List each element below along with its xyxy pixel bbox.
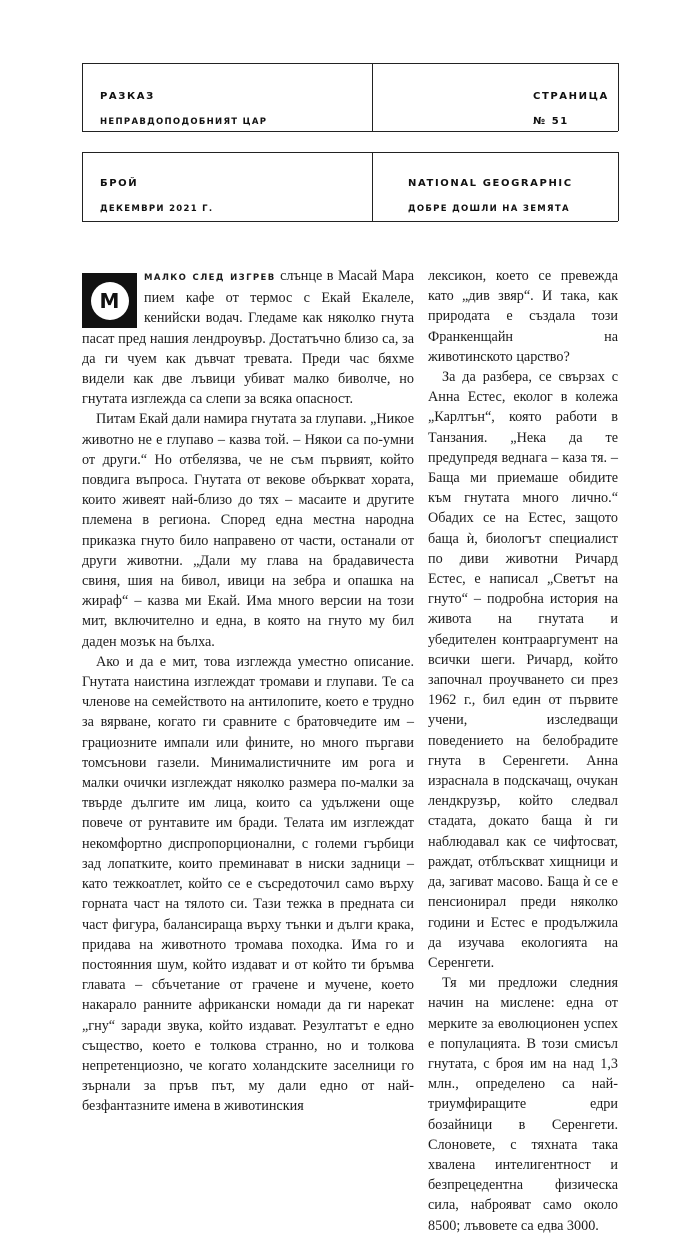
paragraph-text: слънце в Масай Мара пием кафе от термос с Екай Екалеле, кенийски водач. Гледаме как няколко гнута пасат пред нашия лендроувър. Достатъчно близо са, за да ги чуем как дъвчат тревата. Преди час бяхме видели как две лъвици убиват малко биволче, но гнутата изглежда са слепи за всяка опасност.: [82, 268, 414, 408]
issue-label: БРОЙ: [100, 178, 139, 189]
header-rule-lower-bottom: [82, 221, 618, 222]
top-rule: [82, 63, 618, 64]
header-rule-lower-top: [82, 152, 618, 153]
page-label: СТРАНИЦА: [533, 91, 609, 102]
article-left-column: [82, 266, 414, 1117]
section-label: РАЗКАЗ: [100, 91, 155, 102]
publication-name: NATIONAL GEOGRAPHIC: [408, 178, 573, 189]
header-rule-upper-bottom: [82, 131, 618, 132]
story-title: НЕПРАВДОПОДОБНИЯТ ЦАР: [100, 117, 268, 127]
left-rule-lower: [82, 152, 83, 221]
dropcap-spacer: [82, 266, 144, 325]
article-paragraph: Ако и да е мит, това изглежда уместно описание. Гнутата наистина изглеждат тромави и глупави. Те са членове на семейството на антилопите, което е трудно за вярване, когато ги сравните с братовчедите им – грациозните импали или фините, но много пъргави томсънови газели. Минималистичните им рога и малки очички изглеждат няколко размера по-малки за твърде дългите им лица, които са удължени още повече от рунтавите им бради. Телата им изглеждат некомфортно диспропорционални, с големи гърбици зад лопатките, които преминават в ниски задници – като тежкоатлет, който се е съсредоточил само върху горната част на тялото си. Тази тежка в предната си част фигура, балансираща върху тънки и дълги крака, придава на животното тромава походка. Има го и постоянния шум, който издават и от който ти бръмва главата – сбъчетание от грачене и мучене, което накарало ранните африкански номади да ги нарекат „гну“ заради звука, който издават. Резултатът е едно същество, което е толкова странно, но и толкова непретенциозно, че когато холандските заселници го зърнали за пръв път, му дали едно от най-безфантазните имена в животинския: [82, 653, 414, 1115]
article-paragraph: Тя ми предложи следния начин на мислене: една от мерките за еволюционен успех е популацията. В този смисъл гнутата, с броя им на над 1,3 млн., определено са най-триумфиращите едри бозайници в Серенгети. Слоновете, с тяхната така хвалена интелигентност и безпрецедентна физическа сила, наброяват само около 8500; лъвовете са едва 3000.: [428, 975, 618, 1234]
article-paragraph: лексикон, което се превежда като „див звяр“. И така, как природата е създала този Франкенщайн на животинското царство?: [428, 268, 618, 365]
article-paragraph: За да разбера, се свързах с Анна Естес, еколог в колежа „Карлтън“, която работи в Танзания. „Нека да те предупредя веднага – каза тя. – Баща ми приемаше обидите към гнутата много лично.“ Обадих се на Естес, защото баща ѝ, биологът специалист по диви животни Ричард Естес, е написал „Светът на гнуто“ – подробна история на живота на гнутата и убедителен контрааргумент на всички шеги. Ричард, който започнал проучването си през 1962 г., бил един от първите учени, изследващи поведението на белобрадите гнута в Серенгети. Анна израснала в подскачащ, очукан лендкрузър, който следвал стадата, докато баща ѝ ги наблюдавал как се чифтосват, раждат, отблъскват хищници и да, загиват масово. Баща ѝ се е пенсионирал преди няколко години и Естес е продължила да изучава екологията на Серенгети.: [428, 369, 618, 971]
page-number: № 51: [533, 116, 569, 127]
lead-in: МАЛКО СЛЕД ИЗГРЕВ: [144, 273, 276, 283]
center-rule-upper: [372, 63, 373, 131]
publication-slogan: ДОБРЕ ДОШЛИ НА ЗЕМЯТА: [408, 204, 570, 214]
article-paragraph: Питам Екай дали намира гнутата за глупави. „Никое животно не е глупаво – казва той. – Някои са по-умни от други.“ Но отбелязва, че не съм първият, който повдига въпроса. Гнутата от векове объркват хората, които живеят най-близо до тях – масаите и другите племена в региона. Според една местна народна приказка гнуто било направено от части, останали от други животни. „Дали му глава на брадавичеста свиня, шия на бивол, ивици на зебра и опашка на жираф“ – казва ми Екай. Има много версии на този мит, включително и една, в която на гнуто му бил даден мозък на бълха.: [82, 411, 414, 650]
center-rule-lower: [372, 152, 373, 221]
article-right-column: [428, 266, 618, 1236]
right-rule-lower: [618, 152, 619, 221]
left-rule-upper: [82, 63, 83, 131]
issue-date: ДЕКЕМВРИ 2021 Г.: [100, 204, 214, 214]
right-rule-upper: [618, 63, 619, 131]
dropcap-letter: М: [91, 282, 129, 320]
